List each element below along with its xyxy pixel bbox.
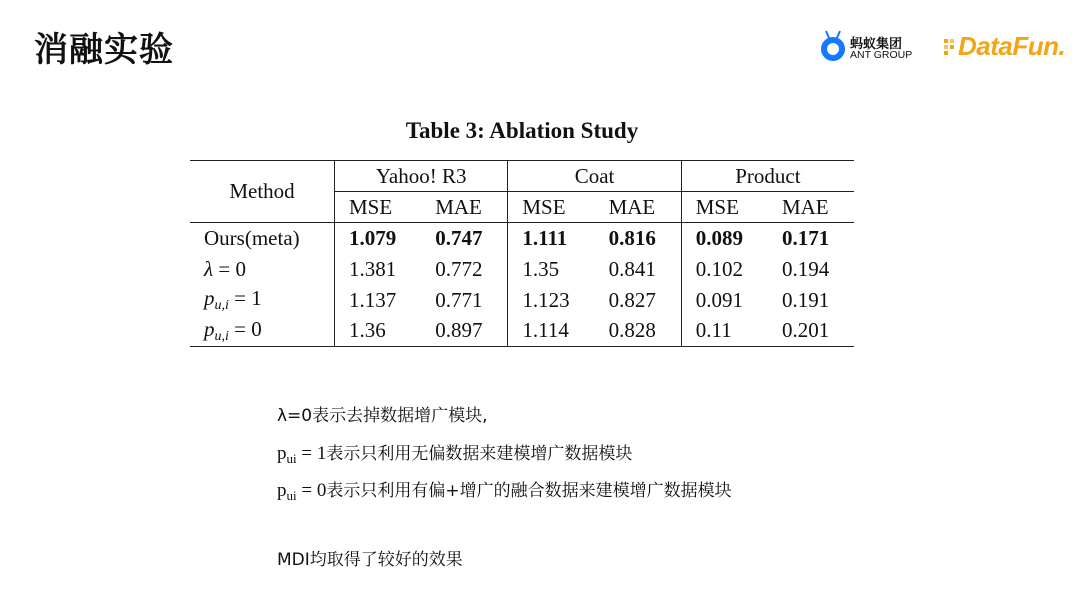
cell-value: 0.747 — [435, 225, 483, 250]
cell-value: 0.816 — [608, 225, 656, 250]
group-header-product: Product — [681, 161, 854, 192]
method-eq: = 1 — [228, 286, 262, 310]
method-eq: = 0 — [213, 256, 246, 281]
cell-value: 0.171 — [781, 225, 830, 250]
note-text: 表示只利用无偏数据来建模增广数据模块 — [326, 444, 633, 464]
p-subscript: u,i — [214, 328, 229, 344]
metric-header: MSE — [681, 192, 768, 223]
metric-header: MSE — [335, 192, 422, 223]
cell-value: 1.114 — [508, 316, 595, 347]
cell-value: 0.102 — [681, 254, 768, 285]
row-method — [190, 316, 335, 347]
cell-value: 0.089 — [681, 223, 768, 254]
cell-value: 1.137 — [335, 285, 422, 316]
cell-value: 0.091 — [681, 285, 768, 316]
table-caption: Table 3: Ablation Study — [405, 118, 639, 143]
lambda-symbol: λ — [204, 256, 214, 281]
ant-logo-en: ANT GROUP — [850, 49, 913, 61]
cell-value: 0.201 — [768, 316, 854, 347]
note-eq: = 1 — [296, 443, 327, 464]
ant-logo-icon — [820, 30, 846, 62]
cell-value: 1.079 — [335, 223, 422, 254]
table-group-header-row — [190, 161, 854, 192]
cell-value: 0.897 — [421, 316, 508, 347]
table-row — [190, 223, 854, 254]
cell-value: 1.123 — [508, 285, 595, 316]
metric-header: MAE — [421, 192, 508, 223]
note-prefix: λ=0 — [277, 406, 313, 426]
metric-header: MSE — [508, 192, 595, 223]
cell-value: 1.36 — [335, 316, 422, 347]
metric-header: MAE — [768, 192, 854, 223]
datafun-logo-text: DataFun. — [958, 31, 1066, 61]
ant-logo-cn: 蚂蚁集团 — [850, 37, 903, 52]
note-eq: = 0 — [296, 480, 327, 501]
note-line — [277, 472, 732, 509]
note-text: 表示只利用有偏+增广的融合数据来建模增广数据模块 — [326, 481, 732, 501]
table-row — [190, 316, 854, 347]
p-subscript: u,i — [214, 298, 229, 313]
group-header-yahoo: Yahoo! R3 — [335, 161, 508, 192]
method-header: Method — [190, 161, 335, 223]
table-row — [190, 285, 854, 316]
note-text: 表示去掉数据增广模块, — [312, 406, 488, 426]
cell-value: 0.828 — [595, 316, 682, 347]
note-symbol: p — [277, 443, 287, 464]
row-method: Ours(meta) — [204, 225, 300, 250]
page-title: 消融实验 — [34, 30, 174, 70]
metric-header: MAE — [595, 192, 682, 223]
conclusion-text: MDI均取得了较好的效果 — [277, 550, 463, 570]
note-line — [277, 435, 732, 472]
cell-value: 0.771 — [435, 287, 483, 312]
group-header-coat: Coat — [508, 161, 681, 192]
p-symbol: p — [204, 316, 215, 341]
cell-value: 0.841 — [608, 256, 656, 281]
note-symbol: p — [277, 480, 287, 501]
cell-value: 1.111 — [508, 223, 595, 254]
p-symbol: p — [204, 286, 215, 310]
table-row — [190, 254, 854, 285]
note-subscript: ui — [286, 451, 297, 466]
cell-value: 0.194 — [781, 256, 830, 281]
cell-value: 0.11 — [681, 316, 768, 347]
cell-value: 1.35 — [508, 254, 595, 285]
cell-value: 1.381 — [335, 254, 422, 285]
cell-value: 0.772 — [435, 256, 483, 281]
notes-list — [277, 398, 732, 509]
note-subscript: ui — [286, 488, 297, 503]
cell-value: 0.191 — [781, 287, 830, 312]
ablation-table — [190, 160, 854, 347]
method-eq: = 0 — [228, 316, 262, 341]
row-method — [190, 285, 335, 316]
note-line — [277, 398, 732, 435]
row-method — [190, 254, 335, 285]
cell-value: 0.827 — [608, 287, 656, 312]
